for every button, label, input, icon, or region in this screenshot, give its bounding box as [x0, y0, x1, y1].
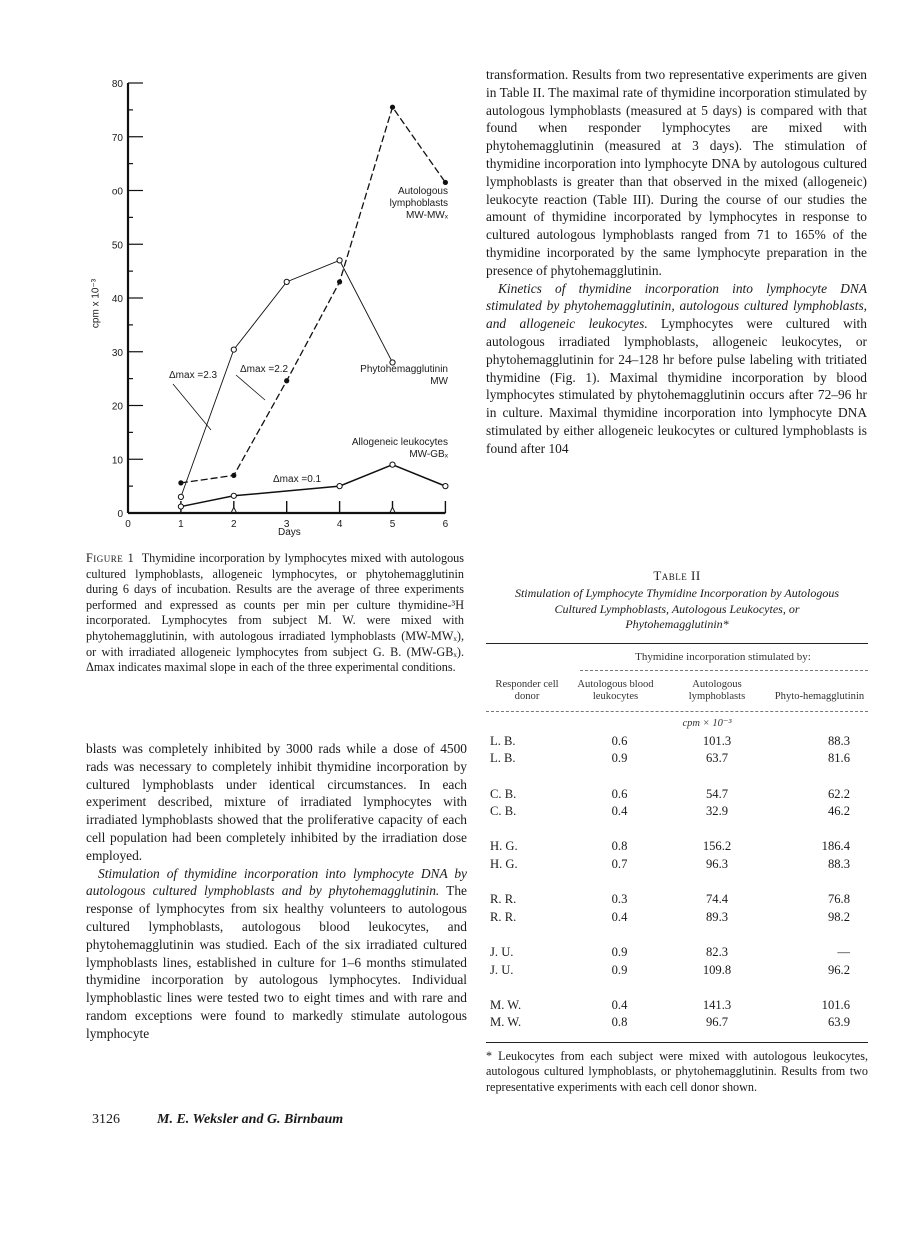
- cell-autologous-lymphoblasts: 141.3: [702, 997, 732, 1012]
- x-axis-label: Days: [278, 527, 301, 538]
- table-row: [486, 1014, 868, 1032]
- cell-autologous-leukocytes: 0.4: [611, 804, 628, 819]
- cell-phytohemagglutinin: 81.6: [827, 751, 850, 766]
- table-row: [486, 750, 868, 768]
- figure-caption-label: Figure 1: [86, 551, 135, 565]
- cell-autologous-leukocytes: 0.6: [611, 786, 628, 801]
- paragraph-stimulation: Stimulation of thymidine incorporation into lymphocyte DNA by autologous cultured lymphoblasts and by phytohemagglutinin. The response of lymphocytes from six healthy volunteers to autologous cultured lymphoblasts, autologous blood leukocytes, and phytohemagglutinin was studied. Each of the six irradiated cultured lymphoblasts lines, established in culture for 1–6 months stimulated thymidine incorporation by autologous lymphocytes. Individual lymphoblastic lines were tested two to eight times and with rare and random exceptions were found to markedly stimulate autologous lymphocyte: [86, 865, 467, 1041]
- figure-1: [80, 70, 470, 540]
- cell-donor: C. B.: [490, 786, 517, 801]
- cell-phytohemagglutinin: 76.8: [827, 892, 850, 907]
- cell-phytohemagglutinin: 88.3: [827, 733, 850, 748]
- cell-autologous-lymphoblasts: 54.7: [705, 786, 729, 801]
- cell-autologous-leukocytes: 0.9: [611, 962, 628, 977]
- cell-autologous-lymphoblasts: 96.3: [705, 856, 729, 871]
- table-ii: [486, 568, 868, 1095]
- cell-donor: L. B.: [490, 751, 516, 766]
- cell-autologous-leukocytes: 0.6: [611, 733, 628, 748]
- table-row: [486, 944, 868, 962]
- table-row: [486, 996, 868, 1014]
- dmax-annotation-auto: Δmax =2.2: [240, 364, 289, 375]
- cell-autologous-leukocytes: 0.9: [611, 944, 628, 959]
- x-tick-label: 0: [125, 519, 131, 530]
- cell-phytohemagglutinin: 98.2: [827, 909, 850, 924]
- section-heading-stimulation: Stimulation of thymidine incorporation into lymphocyte DNA by autologous cultured lymphoblasts and by phytohemagglutinin.: [86, 865, 467, 899]
- cell-autologous-leukocytes: 0.3: [611, 892, 628, 907]
- y-tick-label: 70: [111, 132, 123, 144]
- right-column-text: [486, 66, 867, 458]
- x-tick-label: 3: [283, 519, 290, 530]
- table-bottom-rule: [486, 1042, 868, 1043]
- running-footer-authors: M. E. Weksler and G. Birnbaum: [157, 1112, 344, 1127]
- left-column-text: [86, 740, 467, 1043]
- cell-donor: H. G.: [490, 839, 518, 854]
- header-autologous-leukocytes: Autologous blood leukocytes: [577, 678, 654, 702]
- table-units: cpm × 10⁻³: [682, 717, 732, 729]
- section-heading-kinetics: Kinetics of thymidine incorporation into lymphocyte DNA stimulated by phytohemagglutinin, autologous cultured lymphoblasts, and allogeneic leukocytes.: [486, 280, 867, 332]
- cell-autologous-leukocytes: 0.9: [611, 751, 628, 766]
- cell-phytohemagglutinin: 88.3: [827, 856, 850, 871]
- group-spacer: [486, 979, 868, 997]
- group-spacer: [486, 873, 868, 891]
- cell-autologous-leukocytes: 0.8: [611, 839, 628, 854]
- cell-autologous-lymphoblasts: 101.3: [702, 733, 732, 748]
- cell-phytohemagglutinin: 96.2: [827, 962, 850, 977]
- table-footnote: * Leukocytes from each subject were mixed with autologous leukocytes, autologous cultured lymphoblasts, or phytohemagglutinin. Results from two representative experiments with each cell donor shown.: [486, 1048, 868, 1094]
- table-label: Table II: [653, 568, 701, 583]
- x-tick-label: 1: [178, 519, 184, 530]
- page-number: 3126: [92, 1112, 120, 1127]
- x-tick-label: 4: [336, 519, 343, 530]
- dmax-annotation-allo: Δmax =0.1: [273, 474, 322, 485]
- label-allogeneic-leukocytes: Allogeneic leukocytes MW-GBₓ: [351, 437, 448, 460]
- paragraph-irradiation: blasts was completely inhibited by 3000 rads while a dose of 4500 rads was necessary to completely inhibit thymidine incorporation by cultured lymphoblasts under identical circumstances. In each experiment described, mixture of irradiated lymphocytes with irradiated lymphoblasts showed that the proliferative capacity of each cell population had been completely inhibited by the irradiation dose employed.: [86, 741, 467, 863]
- group-spacer: [486, 768, 868, 786]
- cell-autologous-lymphoblasts: 74.4: [705, 892, 729, 907]
- cell-donor: R. R.: [490, 909, 517, 924]
- y-tick-label: 10: [111, 455, 123, 467]
- header-autologous-lymphoblasts: Autologous lymphoblasts: [688, 678, 746, 702]
- cell-autologous-lymphoblasts: 109.8: [702, 962, 732, 977]
- cell-phytohemagglutinin: 46.2: [827, 804, 850, 819]
- table-row: [486, 856, 868, 874]
- cell-donor: H. G.: [490, 856, 518, 871]
- group-spacer: [486, 820, 868, 838]
- y-tick-label: 0: [117, 509, 123, 520]
- cell-phytohemagglutinin: 186.4: [821, 839, 850, 854]
- table-row: [486, 733, 868, 751]
- y-tick-label: 30: [111, 347, 123, 359]
- label-phytohemagglutinin: Phytohemagglutinin MW: [360, 364, 448, 387]
- table-row: [486, 785, 868, 803]
- y-tick-label: 50: [111, 240, 123, 252]
- x-tick-label: 2: [231, 519, 237, 530]
- y-tick-label: 20: [111, 401, 123, 413]
- y-tick-label: ο0: [111, 186, 123, 198]
- cell-donor: L. B.: [490, 733, 516, 748]
- table-spanner: Thymidine incorporation stimulated by:: [635, 650, 811, 663]
- table-row: [486, 908, 868, 926]
- cell-donor: J. U.: [490, 962, 514, 977]
- cell-phytohemagglutinin: 62.2: [827, 786, 850, 801]
- table-row: [486, 803, 868, 821]
- figure-caption: [86, 551, 464, 676]
- cell-autologous-lymphoblasts: 96.7: [705, 1015, 729, 1030]
- table-header-row: [486, 679, 868, 703]
- cell-autologous-lymphoblasts: 32.9: [705, 804, 729, 819]
- cell-donor: M. W.: [490, 1015, 522, 1030]
- x-tick-label: 6: [442, 519, 449, 530]
- cell-autologous-lymphoblasts: 89.3: [705, 909, 729, 924]
- dmax-annotation-pha: Δmax =2.3: [169, 370, 218, 381]
- header-phytohemagglutinin: Phyto-hemagglutinin: [774, 690, 865, 702]
- table-row: [486, 891, 868, 909]
- table-row: [486, 838, 868, 856]
- cell-phytohemagglutinin: 63.9: [827, 1015, 850, 1030]
- table-body: [486, 733, 868, 1032]
- cell-autologous-lymphoblasts: 156.2: [702, 839, 732, 854]
- y-tick-label: 40: [111, 294, 123, 305]
- cell-autologous-lymphoblasts: 82.3: [705, 944, 729, 959]
- y-axis-label: cpm x 10⁻³: [90, 278, 102, 329]
- spanner-rule: [580, 670, 868, 671]
- cell-autologous-lymphoblasts: 63.7: [705, 751, 729, 766]
- cell-phytohemagglutinin: —: [837, 944, 850, 959]
- table-row: [486, 961, 868, 979]
- cell-autologous-leukocytes: 0.8: [611, 1015, 628, 1030]
- table-top-rule: [486, 643, 868, 644]
- header-rule: [486, 711, 868, 712]
- cell-donor: M. W.: [490, 997, 522, 1012]
- x-tick-label: 5: [389, 519, 396, 530]
- figure-caption-text: Thymidine incorporation by lymphocytes mixed with autologous cultured lymphoblasts, allogeneic lymphocytes, or phytohemagglutinin during 6 days of incubation. Results are the average of three experiments performed and expressed as counts per min per culture thymidine-³H incorporated. Lymphocytes from subject M. W. were mixed with phytohemagglutinin, with autologous irradiated lymphoblasts (MW-MWₓ), or with irradiated allogeneic lymphocytes from subject G. B. (MW-GBₓ). Δmax indicates maximal slope in each of the three experimental conditions.: [86, 551, 465, 675]
- y-tick-label: 80: [111, 79, 123, 90]
- cell-donor: C. B.: [490, 804, 517, 819]
- cell-donor: J. U.: [490, 944, 514, 959]
- cell-autologous-leukocytes: 0.4: [611, 997, 628, 1012]
- table-title: Stimulation of Lymphocyte Thymidine Incorporation by Autologous Cultured Lymphoblasts, Autologous Leukocytes, or Phytohemagglutinin*: [514, 586, 840, 631]
- paragraph-kinetics: Kinetics of thymidine incorporation into lymphocyte DNA stimulated by phytohemagglutinin, autologous cultured lymphoblasts, and allogeneic leukocytes. Lymphocytes were cultured with autologous irradiated lymphoblasts, allogeneic leukocytes, or phytohemagglutinin for 24–128 hr before pulse labeling with tritiated thymidine (Fig. 1). Maximal thymidine incorporation by blood lymphocytes stimulated by phytohemagglutinin occurs after 72–96 hr in culture. Maximal thymidine incorporation into lymphocyte DNA stimulated by either allogeneic leukocytes or cultured lymphoblasts is found after 104: [486, 280, 867, 456]
- header-responder: Responder cell donor: [495, 678, 559, 702]
- paragraph-transformation: transformation. Results from two representative experiments are given in Table II. The maximal rate of thymidine incorporation stimulated by autologous lymphoblasts (measured at 5 days) is compared with that found when responder lymphocytes are mixed with phytohemagglutinin (measured at 3 days). The stimulation of thymidine incorporation into lymphocyte DNA by autologous cultured lymphoblasts is greater than that observed in the mixed (allogeneic) leukocyte reaction (Table III). During the course of our studies the amount of thymidine incorporated by lymphocytes in response to cultured autologous lymphoblasts ranged from 71 to 165% of the thymidine incorporated by the same lymphocyte preparation in the presence of phytohemagglutinin.: [486, 67, 867, 278]
- label-autologous-lymphoblasts: Autologous lymphoblasts MW-MWₓ: [389, 186, 448, 221]
- cell-autologous-leukocytes: 0.4: [611, 909, 628, 924]
- cell-autologous-leukocytes: 0.7: [611, 856, 628, 871]
- cell-phytohemagglutinin: 101.6: [821, 997, 850, 1012]
- cell-donor: R. R.: [490, 892, 517, 907]
- group-spacer: [486, 926, 868, 944]
